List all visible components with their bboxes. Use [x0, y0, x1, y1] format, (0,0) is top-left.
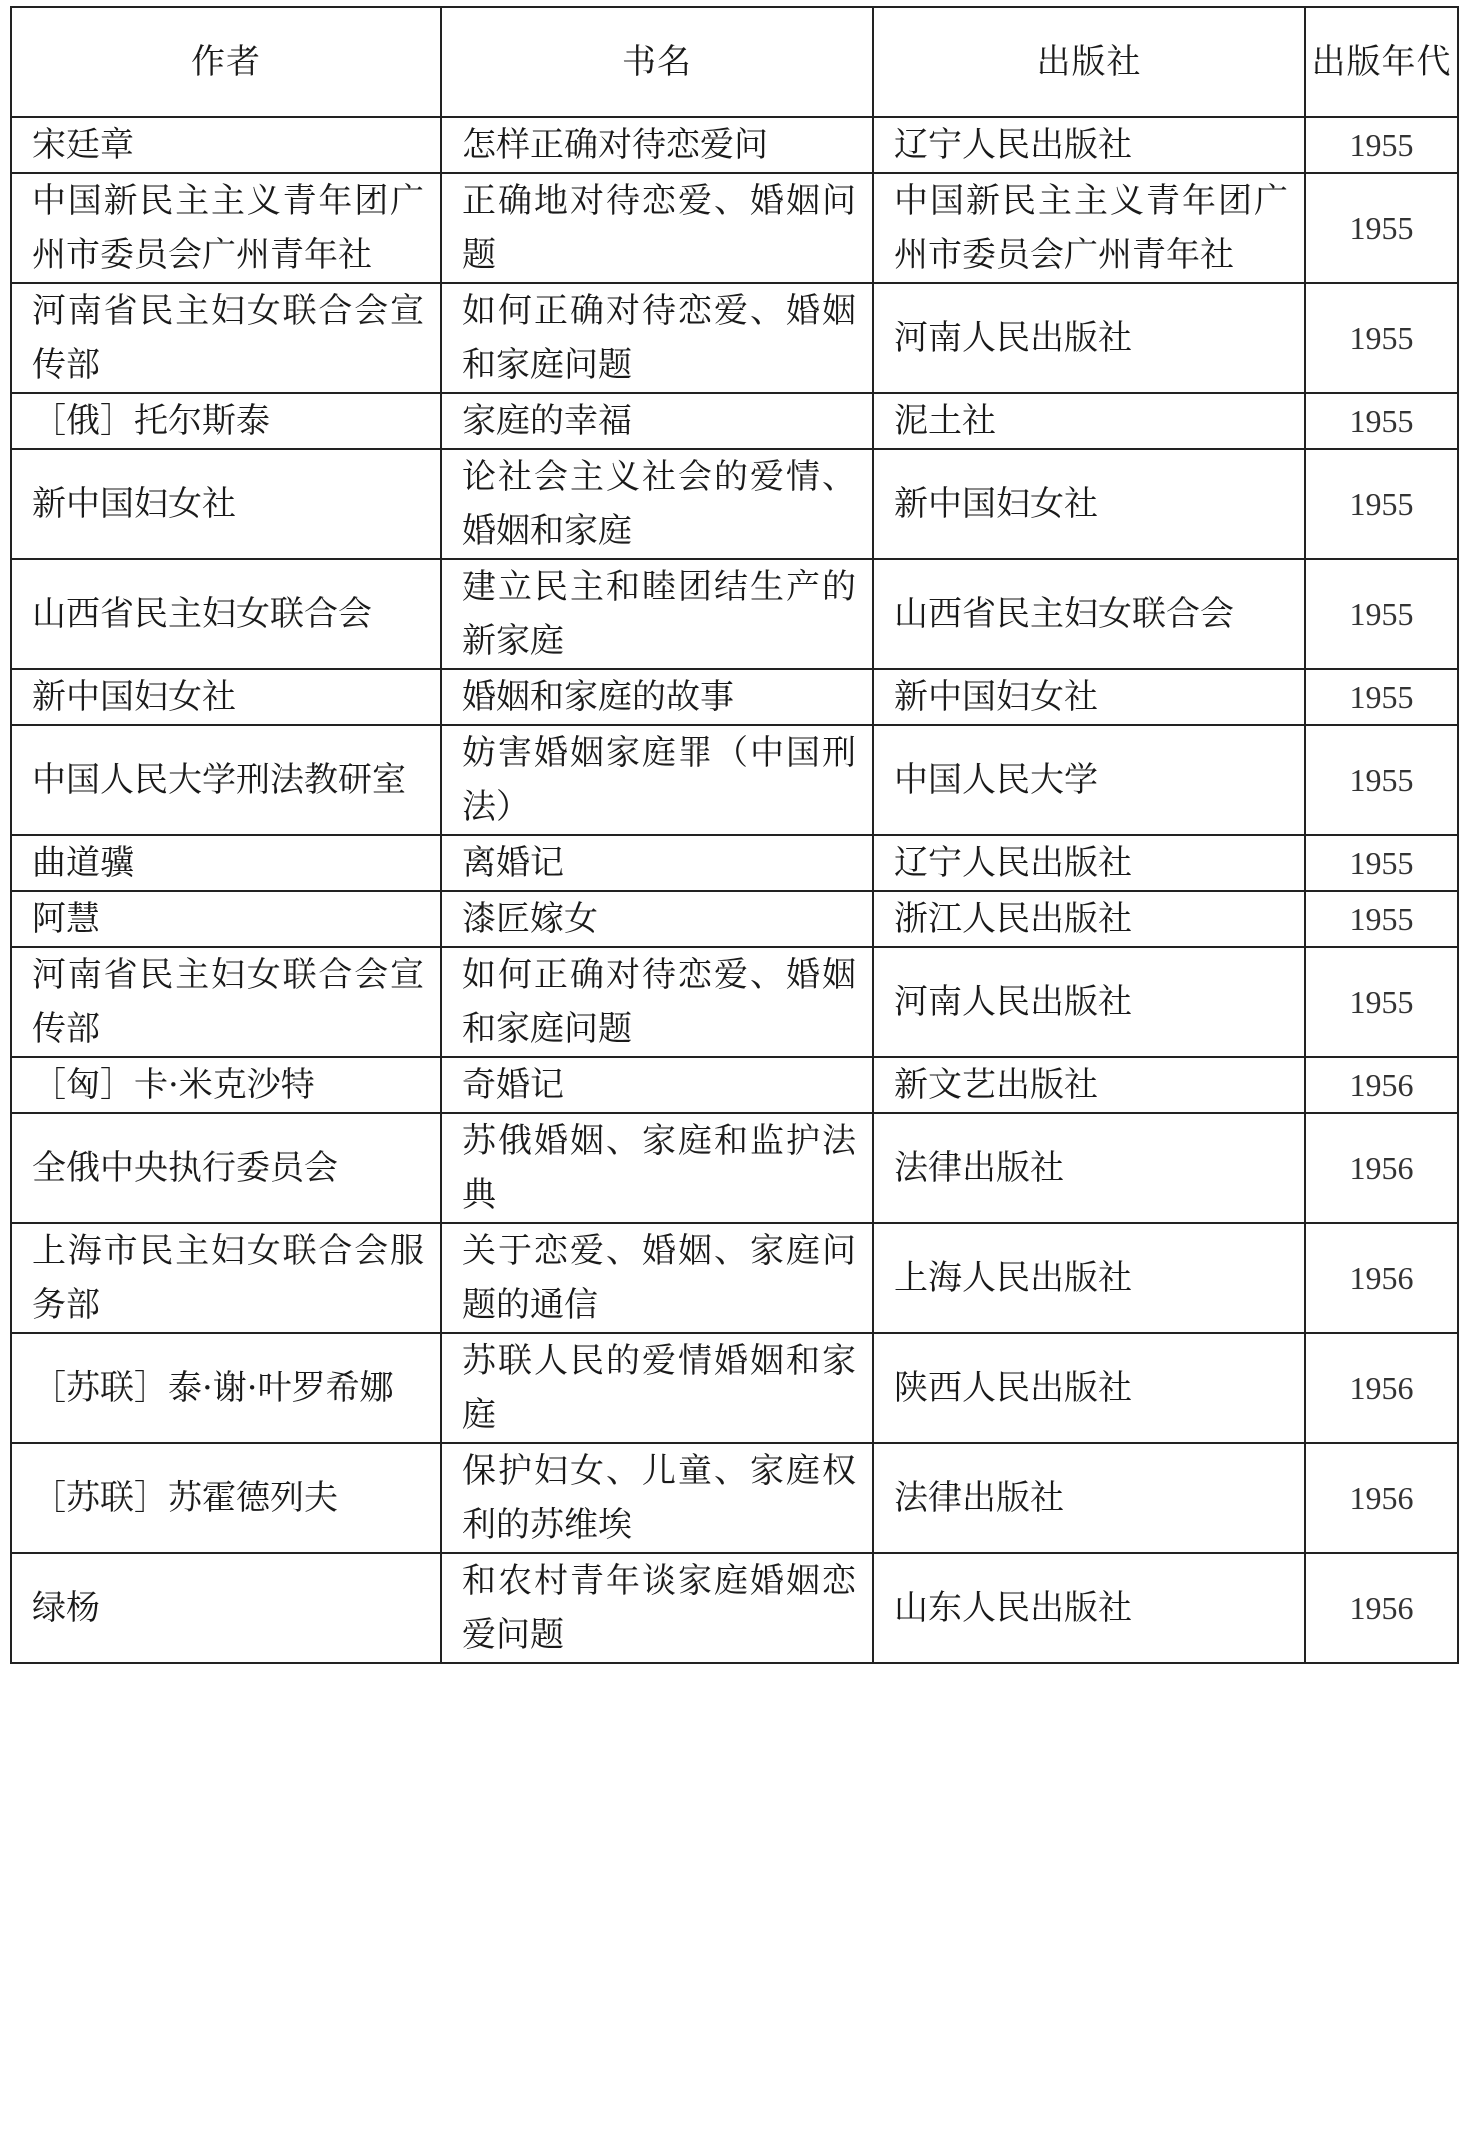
header-title: 书名	[441, 7, 873, 117]
table-row	[11, 891, 1458, 947]
year-cell: 1955	[1305, 891, 1458, 947]
year-cell: 1956	[1305, 1223, 1458, 1333]
author-cell: 新中国妇女社	[11, 449, 441, 559]
title-cell: 如何正确对待恋爱、婚姻和家庭问题	[441, 283, 873, 393]
year-cell: 1956	[1305, 1443, 1458, 1553]
year-cell: 1955	[1305, 173, 1458, 283]
publisher-cell: 法律出版社	[873, 1443, 1305, 1553]
publisher-cell: 陕西人民出版社	[873, 1333, 1305, 1443]
publisher-cell: 法律出版社	[873, 1113, 1305, 1223]
table-row	[11, 947, 1458, 1057]
table-row	[11, 449, 1458, 559]
author-cell: 新中国妇女社	[11, 669, 441, 725]
table-row	[11, 669, 1458, 725]
bibliography-table	[10, 6, 1459, 1664]
author-cell: ［匈］卡·米克沙特	[11, 1057, 441, 1113]
table-row	[11, 393, 1458, 449]
publisher-cell: 上海人民出版社	[873, 1223, 1305, 1333]
publisher-cell: 中国人民大学	[873, 725, 1305, 835]
publisher-cell: 泥土社	[873, 393, 1305, 449]
author-cell: ［苏联］苏霍德列夫	[11, 1443, 441, 1553]
author-cell: 河南省民主妇女联合会宣传部	[11, 283, 441, 393]
publisher-cell: 河南人民出版社	[873, 947, 1305, 1057]
author-cell: 上海市民主妇女联合会服务部	[11, 1223, 441, 1333]
table-row	[11, 173, 1458, 283]
year-cell: 1955	[1305, 725, 1458, 835]
header-year: 出版年代	[1305, 7, 1458, 117]
publisher-cell: 山东人民出版社	[873, 1553, 1305, 1663]
title-cell: 关于恋爱、婚姻、家庭问题的通信	[441, 1223, 873, 1333]
table-row	[11, 1553, 1458, 1663]
title-cell: 妨害婚姻家庭罪（中国刑法）	[441, 725, 873, 835]
author-cell: 宋廷章	[11, 117, 441, 173]
year-cell: 1955	[1305, 117, 1458, 173]
year-cell: 1956	[1305, 1113, 1458, 1223]
author-cell: ［苏联］泰·谢·叶罗希娜	[11, 1333, 441, 1443]
author-cell: 山西省民主妇女联合会	[11, 559, 441, 669]
table-row	[11, 1113, 1458, 1223]
publisher-cell: 山西省民主妇女联合会	[873, 559, 1305, 669]
title-cell: 奇婚记	[441, 1057, 873, 1113]
year-cell: 1955	[1305, 393, 1458, 449]
author-cell: 中国人民大学刑法教研室	[11, 725, 441, 835]
publisher-cell: 辽宁人民出版社	[873, 117, 1305, 173]
table-row	[11, 1333, 1458, 1443]
table-row	[11, 1223, 1458, 1333]
year-cell: 1956	[1305, 1333, 1458, 1443]
author-cell: 曲道骥	[11, 835, 441, 891]
header-row	[11, 7, 1458, 117]
year-cell: 1955	[1305, 947, 1458, 1057]
title-cell: 保护妇女、儿童、家庭权利的苏维埃	[441, 1443, 873, 1553]
title-cell: 漆匠嫁女	[441, 891, 873, 947]
title-cell: 正确地对待恋爱、婚姻问题	[441, 173, 873, 283]
author-cell: 绿杨	[11, 1553, 441, 1663]
table-body	[11, 117, 1458, 1663]
author-cell: 中国新民主主义青年团广州市委员会广州青年社	[11, 173, 441, 283]
publisher-cell: 河南人民出版社	[873, 283, 1305, 393]
title-cell: 婚姻和家庭的故事	[441, 669, 873, 725]
author-cell: ［俄］托尔斯泰	[11, 393, 441, 449]
year-cell: 1955	[1305, 283, 1458, 393]
title-cell: 家庭的幸福	[441, 393, 873, 449]
year-cell: 1955	[1305, 449, 1458, 559]
publisher-cell: 辽宁人民出版社	[873, 835, 1305, 891]
header-publisher: 出版社	[873, 7, 1305, 117]
table-row	[11, 117, 1458, 173]
publisher-cell: 浙江人民出版社	[873, 891, 1305, 947]
title-cell: 苏俄婚姻、家庭和监护法典	[441, 1113, 873, 1223]
table-row	[11, 559, 1458, 669]
table-row	[11, 1443, 1458, 1553]
table-row	[11, 1057, 1458, 1113]
publisher-cell: 新中国妇女社	[873, 669, 1305, 725]
year-cell: 1955	[1305, 835, 1458, 891]
author-cell: 阿慧	[11, 891, 441, 947]
title-cell: 如何正确对待恋爱、婚姻和家庭问题	[441, 947, 873, 1057]
title-cell: 怎样正确对待恋爱问	[441, 117, 873, 173]
title-cell: 论社会主义社会的爱情、婚姻和家庭	[441, 449, 873, 559]
year-cell: 1956	[1305, 1057, 1458, 1113]
author-cell: 全俄中央执行委员会	[11, 1113, 441, 1223]
publisher-cell: 中国新民主主义青年团广州市委员会广州青年社	[873, 173, 1305, 283]
publisher-cell: 新中国妇女社	[873, 449, 1305, 559]
author-cell: 河南省民主妇女联合会宣传部	[11, 947, 441, 1057]
title-cell: 建立民主和睦团结生产的新家庭	[441, 559, 873, 669]
year-cell: 1955	[1305, 669, 1458, 725]
year-cell: 1955	[1305, 559, 1458, 669]
title-cell: 和农村青年谈家庭婚姻恋爱问题	[441, 1553, 873, 1663]
title-cell: 苏联人民的爱情婚姻和家庭	[441, 1333, 873, 1443]
table-row	[11, 835, 1458, 891]
table-row	[11, 283, 1458, 393]
title-cell: 离婚记	[441, 835, 873, 891]
table-row	[11, 725, 1458, 835]
publisher-cell: 新文艺出版社	[873, 1057, 1305, 1113]
header-author: 作者	[11, 7, 441, 117]
year-cell: 1956	[1305, 1553, 1458, 1663]
